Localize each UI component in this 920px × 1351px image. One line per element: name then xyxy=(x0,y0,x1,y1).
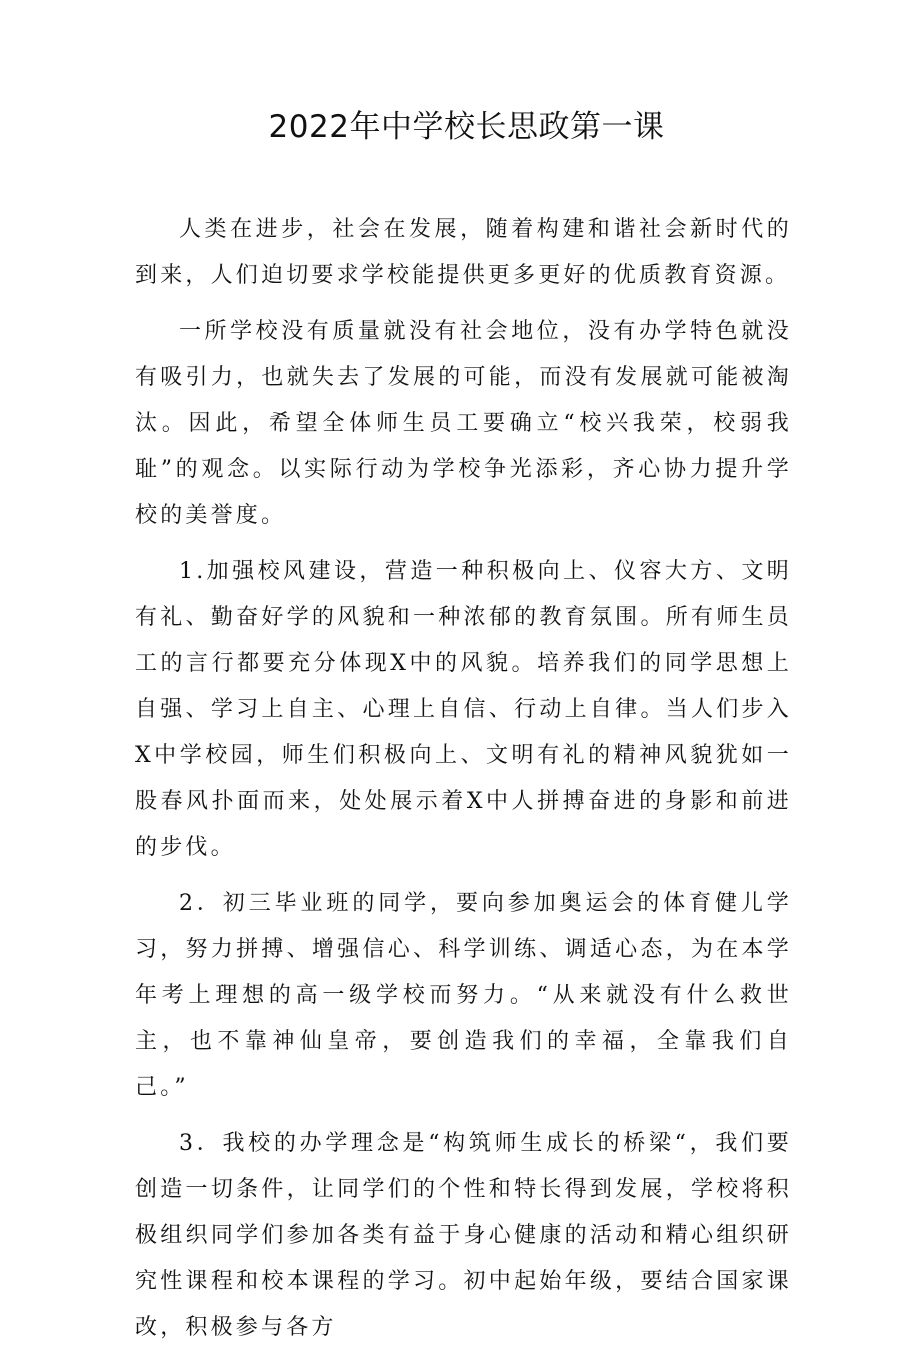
paragraph-item-2: 2．初三毕业班的同学，要向参加奥运会的体育健儿学习，努力拼搏、增强信心、科学训练、调适心态，为在本学年考上理想的高一级学校而努力。“从来就没有什么救世主，也不靠神仙皇帝，要创造我们的幸福，全靠我们自己。” xyxy=(135,891,792,1100)
paragraph-item-3: 3．我校的办学理念是“构筑师生成长的桥梁“，我们要创造一切条件，让同学们的个性和特长得到发展，学校将积极组织同学们参加各类有益于身心健康的活动和精心组织研究性课程和校本课程的学习。初中起始年级，要结合国家课改，积极参与各方 xyxy=(135,1131,792,1340)
paragraph-school-quality: 一所学校没有质量就没有社会地位，没有办学特色就没有吸引力，也就失去了发展的可能，而没有发展就可能被淘汰。因此，希望全体师生员工要确立“校兴我荣，校弱我耻”的观念。以实际行动为学校争光添彩，齐心协力提升学校的美誉度。 xyxy=(135,319,792,528)
paragraph-item-1: 1.加强校风建设，营造一种积极向上、仪容大方、文明有礼、勤奋好学的风貌和一种浓郁的教育氛围。所有师生员工的言行都要充分体现X中的风貌。培养我们的同学思想上自强、学习上自主、心理上自信、行动上自律。当人们步入X中学校园，师生们积极向上、文明有礼的精神风貌犹如一股春风扑面而来，处处展示着X中人拼搏奋进的身影和前进的步伐。 xyxy=(135,559,792,860)
paragraph-intro: 人类在进步，社会在发展，随着构建和谐社会新时代的到来，人们迫切要求学校能提供更多更好的优质教育资源。 xyxy=(135,217,792,288)
document-title: 2022年中学校长思政第一课 xyxy=(268,109,665,145)
document-body xyxy=(135,207,792,1351)
